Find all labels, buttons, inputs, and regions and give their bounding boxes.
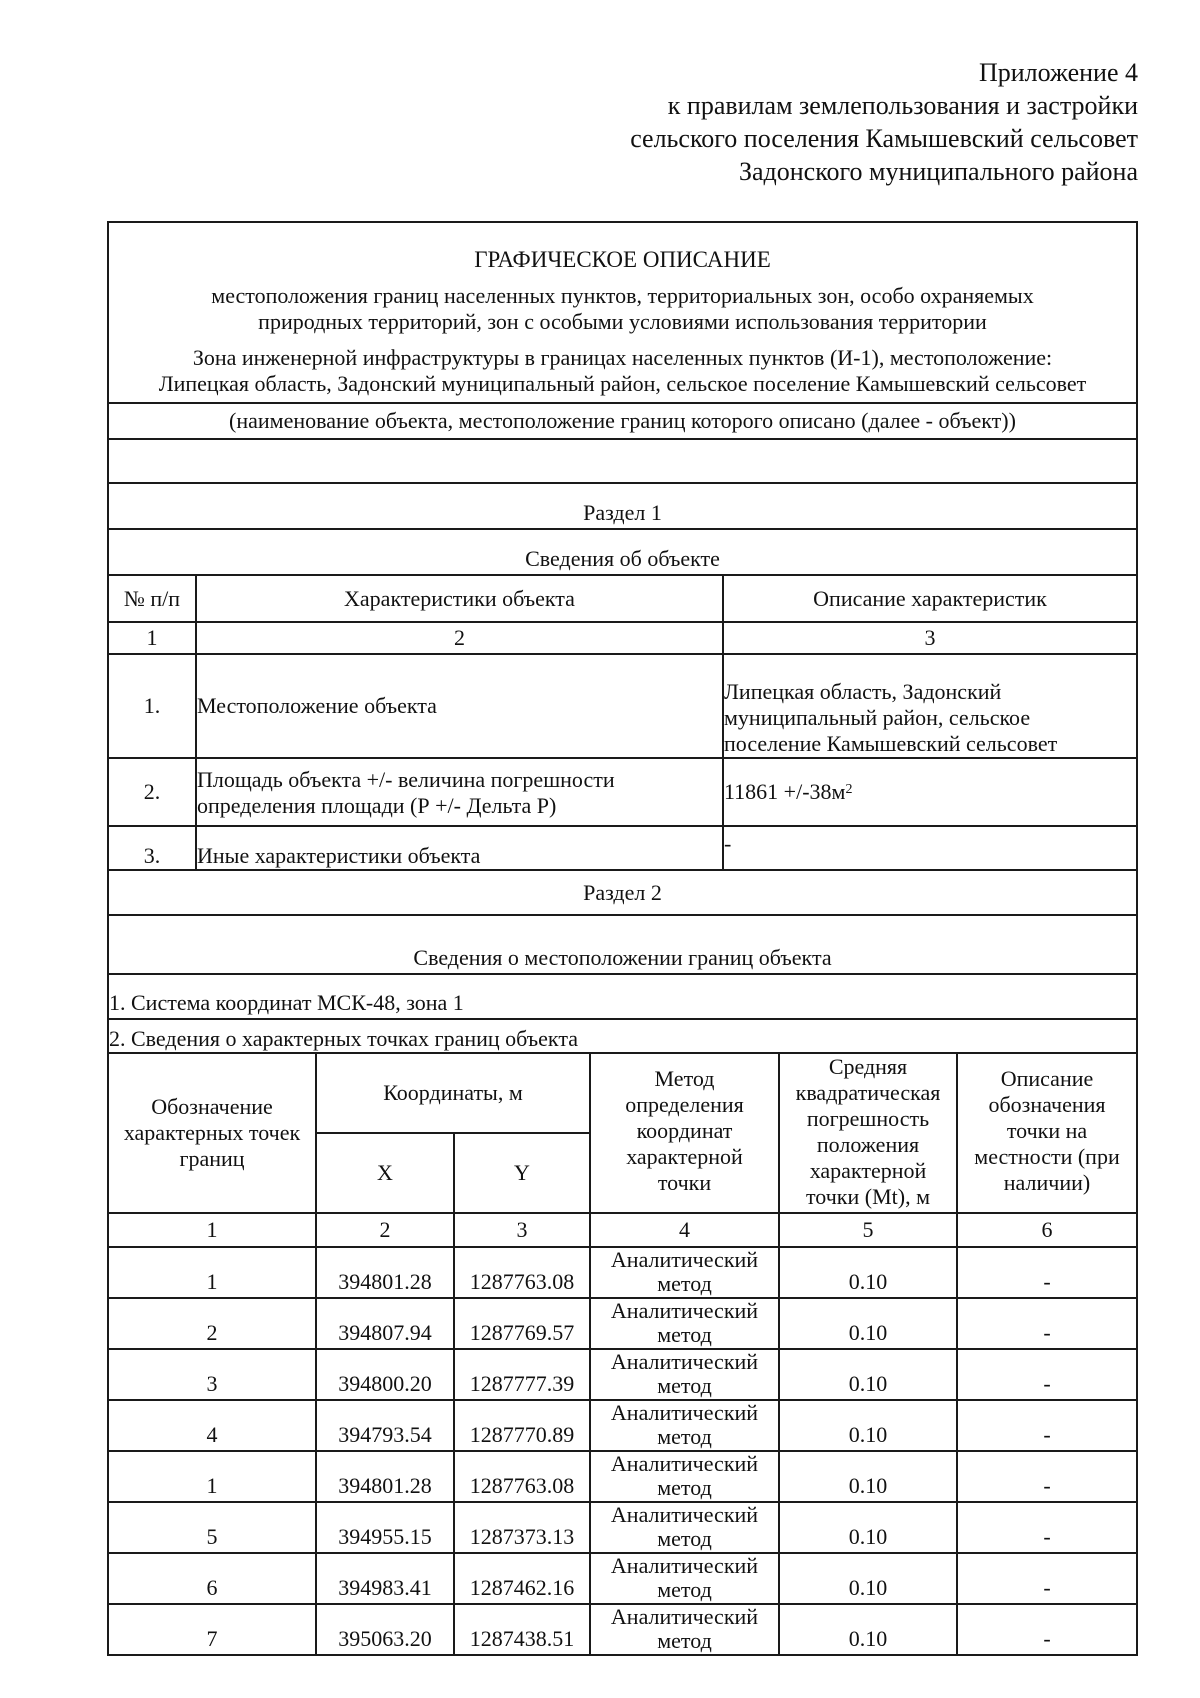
point-y: 1287769.57: [453, 1299, 589, 1348]
points-colnum-1: 1: [206, 1217, 218, 1242]
points-colnum-6: 6: [956, 1214, 1136, 1246]
point-description: -: [956, 1401, 1136, 1450]
point-y: 1287373.13: [453, 1503, 589, 1552]
header-mean-error: Средняя квадратическая погрешность положения характерной точки (Mt), м: [778, 1054, 956, 1212]
header-line-4: Задонского муниципального района: [738, 157, 1138, 186]
appendix-header: [630, 56, 1138, 188]
table-row: [107, 1605, 1138, 1656]
point-x: 394800.20: [315, 1350, 453, 1399]
points-header-row: [107, 1054, 1138, 1214]
point-description: -: [956, 1452, 1136, 1501]
row-name-line-1: Площадь объекта +/- величина погрешности: [197, 767, 615, 792]
section2-subtitle: Сведения о местоположении границ объекта: [413, 945, 832, 970]
characteristic-row: [107, 827, 1138, 871]
points-colnum-2: 2: [315, 1214, 453, 1246]
header-coordinates-label: Координаты, м: [317, 1054, 589, 1134]
point-id: 2: [206, 1320, 218, 1345]
point-mt: 0.10: [778, 1350, 956, 1399]
row-desc-line-1: Липецкая область, Задонский: [724, 679, 1002, 704]
point-x: 394801.28: [315, 1248, 453, 1297]
table-row: [107, 1299, 1138, 1350]
row-name: Местоположение объекта: [195, 655, 722, 757]
point-y: 1287438.51: [453, 1605, 589, 1654]
points-caption: 2. Сведения о характерных точках границ объекта: [109, 1026, 578, 1051]
point-method: Аналитический метод: [589, 1350, 778, 1399]
point-id: 1: [206, 1473, 218, 1498]
object-note: (наименование объекта, местоположение границ которого описано (далее - объект)): [229, 408, 1016, 433]
point-y: 1287763.08: [453, 1452, 589, 1501]
point-id: 1: [206, 1269, 218, 1294]
point-method: Аналитический метод: [589, 1605, 778, 1654]
point-y: 1287763.08: [453, 1248, 589, 1297]
point-description: -: [956, 1503, 1136, 1552]
header-y: Y: [514, 1160, 530, 1185]
points-colnum-row: [107, 1214, 1138, 1248]
colnum-3: 3: [722, 623, 1136, 653]
graphic-description-table: [107, 221, 1138, 1656]
point-mt: 0.10: [778, 1248, 956, 1297]
point-method: Аналитический метод: [589, 1554, 778, 1603]
section1-header-row: [107, 576, 1138, 623]
section1-subtitle: Сведения об объекте: [525, 546, 720, 571]
row-desc-line-2: муниципальный район, сельское: [724, 705, 1031, 730]
row-name-line-2: определения площади (Р +/- Дельта Р): [197, 793, 557, 818]
point-mt: 0.10: [778, 1401, 956, 1450]
point-method: Аналитический метод: [589, 1299, 778, 1348]
point-mt: 0.10: [778, 1554, 956, 1603]
header-description: Описание характеристик: [722, 576, 1136, 621]
title-block: [107, 221, 1138, 404]
header-coordinates: [315, 1054, 589, 1212]
subtitle-line-2: природных территорий, зон с особыми условиями использования территории: [258, 309, 987, 334]
object-line-1: Зона инженерной инфраструктуры в границах населенных пунктов (И-1), местоположение:: [192, 345, 1053, 370]
points-colnum-4: 4: [589, 1214, 778, 1246]
point-mt: 0.10: [778, 1605, 956, 1654]
point-y: 1287777.39: [453, 1350, 589, 1399]
point-x: 395063.20: [315, 1605, 453, 1654]
section1-colnum-row: [107, 623, 1138, 655]
row-desc: -: [722, 827, 1136, 869]
area-value-text: 11861 +/-38м: [724, 779, 846, 804]
point-y: 1287462.16: [453, 1554, 589, 1603]
point-y: 1287770.89: [453, 1401, 589, 1450]
area-unit-superscript: 2: [845, 782, 853, 797]
points-body: [107, 1248, 1138, 1656]
subtitle-line-1: местоположения границ населенных пунктов, территориальных зон, особо охраняемых: [211, 283, 1034, 308]
row-num: 2.: [143, 779, 161, 804]
characteristic-row: [107, 759, 1138, 827]
table-row: [107, 1401, 1138, 1452]
point-description: -: [956, 1605, 1136, 1654]
header-method: Метод определения координат характерной точки: [589, 1054, 778, 1212]
table-row: [107, 1452, 1138, 1503]
point-method: Аналитический метод: [589, 1248, 778, 1297]
header-x: X: [317, 1134, 455, 1212]
point-x: 394983.41: [315, 1554, 453, 1603]
area-value: [722, 759, 1136, 825]
header-line-1: Приложение 4: [978, 58, 1138, 87]
row-num: 1.: [143, 693, 161, 718]
section2-title-row: [107, 871, 1138, 916]
header-line-2: к правилам землепользования и застройки: [667, 91, 1138, 120]
point-description: -: [956, 1350, 1136, 1399]
section1-subtitle-row: [107, 530, 1138, 576]
point-id: 3: [206, 1371, 218, 1396]
point-id: 6: [206, 1575, 218, 1600]
row-num: 3.: [143, 843, 161, 868]
colnum-2: 2: [195, 623, 722, 653]
spacer-row: [107, 440, 1138, 484]
colnum-1: 1: [146, 625, 158, 650]
point-mt: 0.10: [778, 1452, 956, 1501]
row-name: Иные характеристики объекта: [195, 827, 722, 869]
table-row: [107, 1248, 1138, 1299]
header-line-3: сельского поселения Камышевский сельсовет: [630, 124, 1138, 153]
point-x: 394955.15: [315, 1503, 453, 1552]
point-description: -: [956, 1248, 1136, 1297]
section1-title: Раздел 1: [583, 500, 662, 525]
table-row: [107, 1503, 1138, 1554]
point-x: 394801.28: [315, 1452, 453, 1501]
object-line-2: Липецкая область, Задонский муниципальный район, сельское поселение Камышевский сельсовет: [158, 371, 1087, 396]
object-note-row: [107, 404, 1138, 440]
characteristic-row: [107, 655, 1138, 759]
document-title: ГРАФИЧЕСКОЕ ОПИСАНИЕ: [474, 247, 771, 272]
row-desc-line-3: поселение Камышевский сельсовет: [724, 731, 1058, 756]
point-method: Аналитический метод: [589, 1503, 778, 1552]
header-point-description: Описание обозначения точки на местности (при наличии): [956, 1054, 1136, 1212]
point-id: 4: [206, 1422, 218, 1447]
points-caption-row: [107, 1020, 1138, 1054]
point-id: 5: [206, 1524, 218, 1549]
point-id: 7: [206, 1626, 218, 1651]
header-characteristics: Характеристики объекта: [195, 576, 722, 621]
section2-subtitle-row: [107, 916, 1138, 975]
coordinate-system: 1. Система координат МСК-48, зона 1: [109, 990, 464, 1015]
point-method: Аналитический метод: [589, 1452, 778, 1501]
point-x: 394793.54: [315, 1401, 453, 1450]
table-row: [107, 1554, 1138, 1605]
point-x: 394807.94: [315, 1299, 453, 1348]
point-mt: 0.10: [778, 1299, 956, 1348]
point-method: Аналитический метод: [589, 1401, 778, 1450]
section1-title-row: [107, 484, 1138, 530]
table-row: [107, 1350, 1138, 1401]
point-description: -: [956, 1299, 1136, 1348]
header-point-designation: Обозначение характерных точек границ: [123, 1094, 301, 1171]
section2-title: Раздел 2: [583, 879, 662, 905]
points-colnum-3: 3: [453, 1214, 589, 1246]
coordinate-system-row: [107, 975, 1138, 1020]
header-num: № п/п: [123, 585, 181, 611]
point-mt: 0.10: [778, 1503, 956, 1552]
point-description: -: [956, 1554, 1136, 1603]
points-colnum-5: 5: [778, 1214, 956, 1246]
